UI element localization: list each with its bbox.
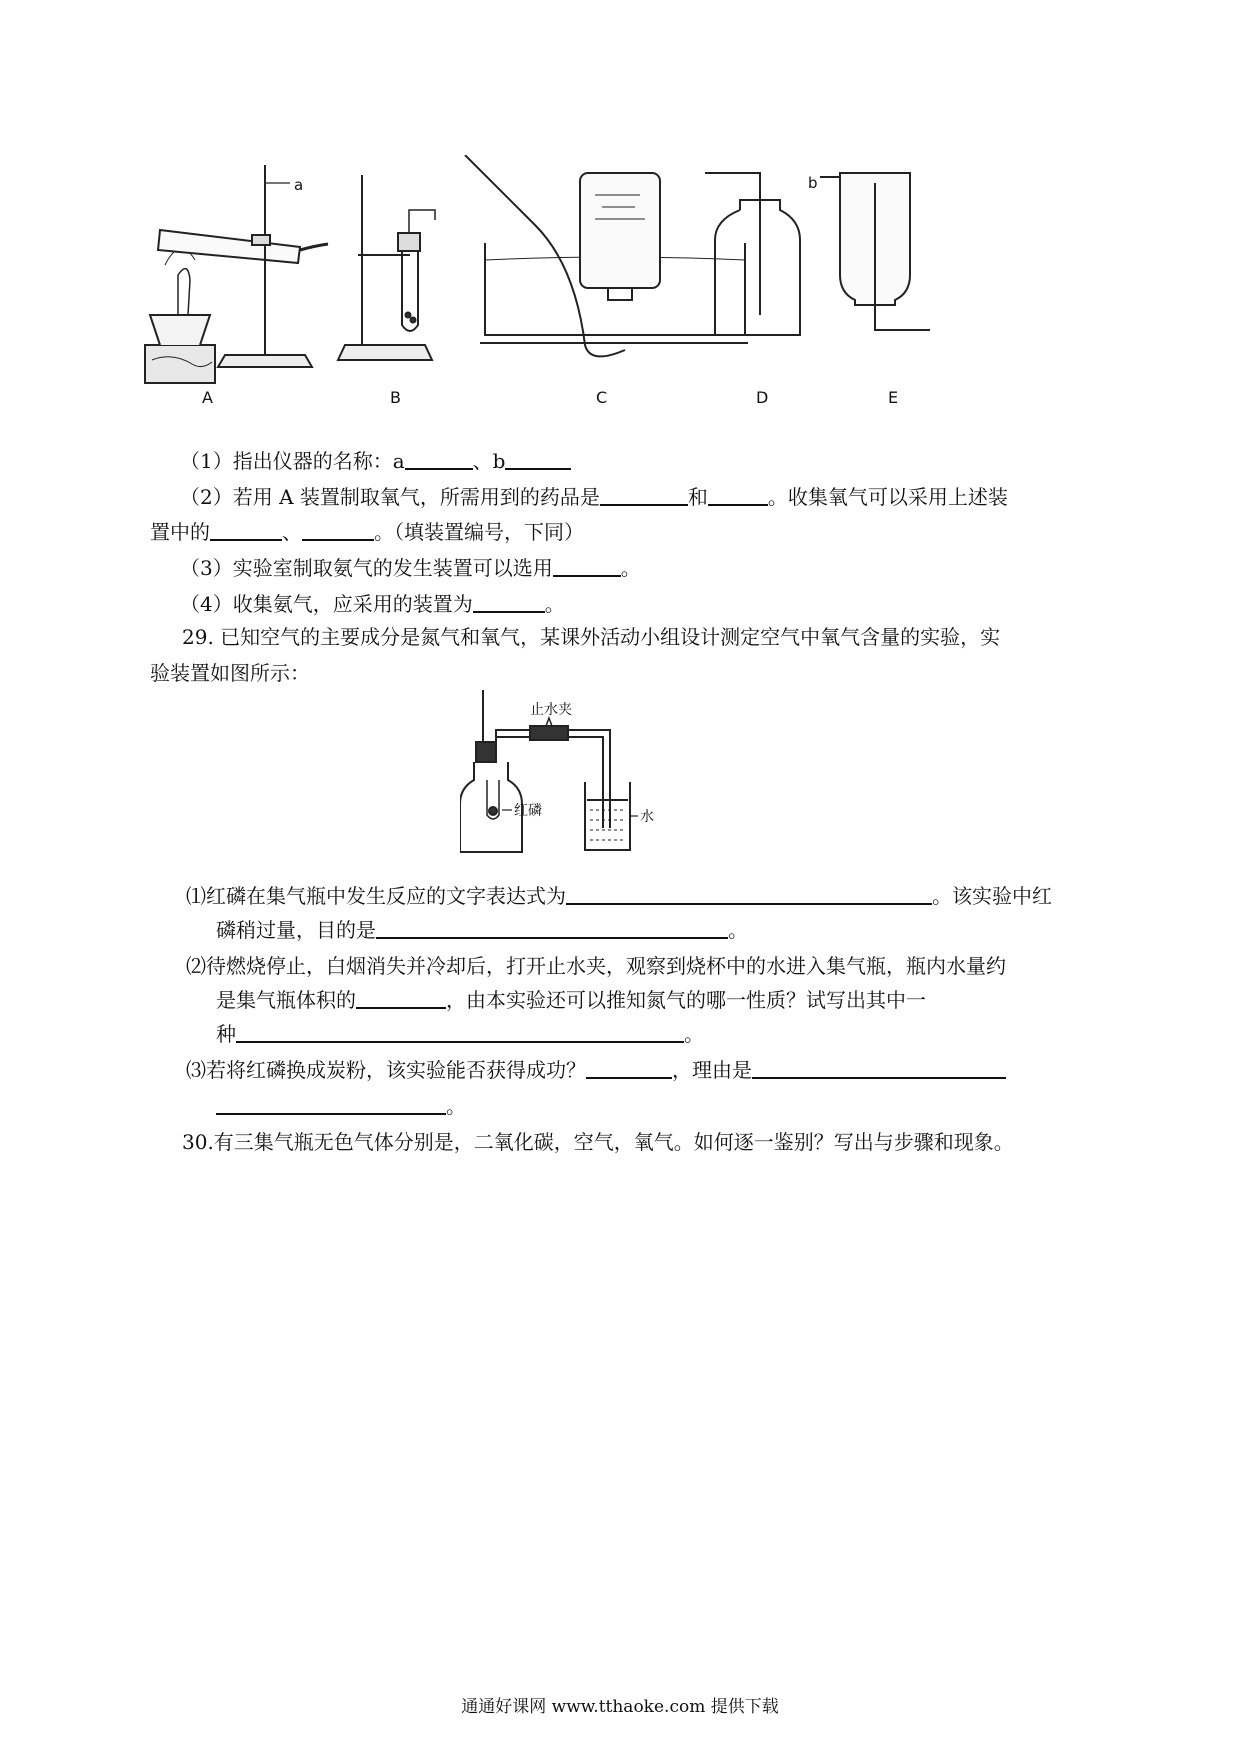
blank[interactable] <box>566 883 932 905</box>
blank[interactable] <box>405 448 473 470</box>
q28-part4: （4）收集氨气，应采用的装置为 。 <box>180 592 565 616</box>
apparatus-figure <box>140 155 1045 410</box>
apparatus-letter-e: E <box>888 388 899 407</box>
apparatus-c-drawing <box>465 155 748 356</box>
blank[interactable] <box>586 1057 672 1079</box>
q29-intro-line1: 29. 已知空气的主要成分是氮气和氧气，某课外活动小组设计测定空气中氧气含量的实验，实 <box>182 625 1001 649</box>
q30-text: 30.有三集气瓶无色气体分别是，二氧化碳，空气，氧气。如何逐一鉴别？写出与步骤和现象。 <box>182 1130 1014 1154</box>
apparatus-label-b-letter: b <box>808 174 818 192</box>
blank[interactable] <box>356 987 446 1009</box>
q29-intro-line2: 验装置如图所示： <box>150 661 310 685</box>
blank[interactable] <box>553 555 621 577</box>
q29-s2-line3: 种 。 <box>216 1022 704 1046</box>
q29-s1-line1: ⑴红磷在集气瓶中发生反应的文字表达式为 。该实验中红 <box>186 884 1052 908</box>
apparatus-letter-c: C <box>596 388 608 407</box>
fig-label-phosphorus: 红磷 <box>514 803 542 819</box>
apparatus-letter-b: B <box>390 388 401 407</box>
apparatus-e-drawing <box>820 173 930 330</box>
apparatus-letter-d: D <box>756 388 769 407</box>
blank[interactable] <box>752 1057 1006 1079</box>
apparatus-a-drawing <box>145 165 328 383</box>
blank[interactable] <box>216 1093 446 1115</box>
apparatus-label-a-letter: a <box>294 176 304 194</box>
q28-part3: （3）实验室制取氨气的发生装置可以选用 。 <box>180 556 641 580</box>
apparatus-b-drawing <box>338 175 435 360</box>
fig-label-clamp: 止水夹 <box>530 702 572 718</box>
q28-part2-line1: （2）若用 A 装置制取氧气，所需用到的药品是 和 。收集氧气可以采用上述装 <box>180 485 1008 509</box>
q29-s2-line2: 是集气瓶体积的 ，由本实验还可以推知氮气的哪一性质？试写出其中一 <box>216 988 926 1012</box>
blank[interactable] <box>708 484 768 506</box>
apparatus-letter-a: A <box>202 388 213 407</box>
blank[interactable] <box>376 917 728 939</box>
q29-s1-line2: 磷稍过量，目的是 。 <box>216 918 748 942</box>
blank[interactable] <box>505 448 571 470</box>
fig-label-water: 水 <box>640 809 654 825</box>
q28-part1: （1）指出仪器的名称：a 、b <box>180 447 571 475</box>
page-footer: 通通好课网 www.tthaoke.com 提供下载 <box>461 1697 779 1717</box>
q29-s2-line1: ⑵待燃烧停止，白烟消失并冷却后，打开止水夹，观察到烧杯中的水进入集气瓶，瓶内水量约 <box>186 954 1006 978</box>
q29-s3-line2: 。 <box>216 1092 466 1120</box>
apparatus-d-drawing <box>705 173 800 335</box>
blank[interactable] <box>236 1021 684 1043</box>
blank[interactable] <box>473 591 545 613</box>
q29-s3-line1: ⑶若将红磷换成炭粉，该实验能否获得成功？ ，理由是 <box>186 1056 1006 1084</box>
phosphorus-apparatus-figure <box>460 690 700 860</box>
q28-part2-line2: 置中的 、 。（填装置编号，下同） <box>150 520 584 544</box>
blank[interactable] <box>210 519 282 541</box>
blank[interactable] <box>302 519 374 541</box>
blank[interactable] <box>600 484 688 506</box>
